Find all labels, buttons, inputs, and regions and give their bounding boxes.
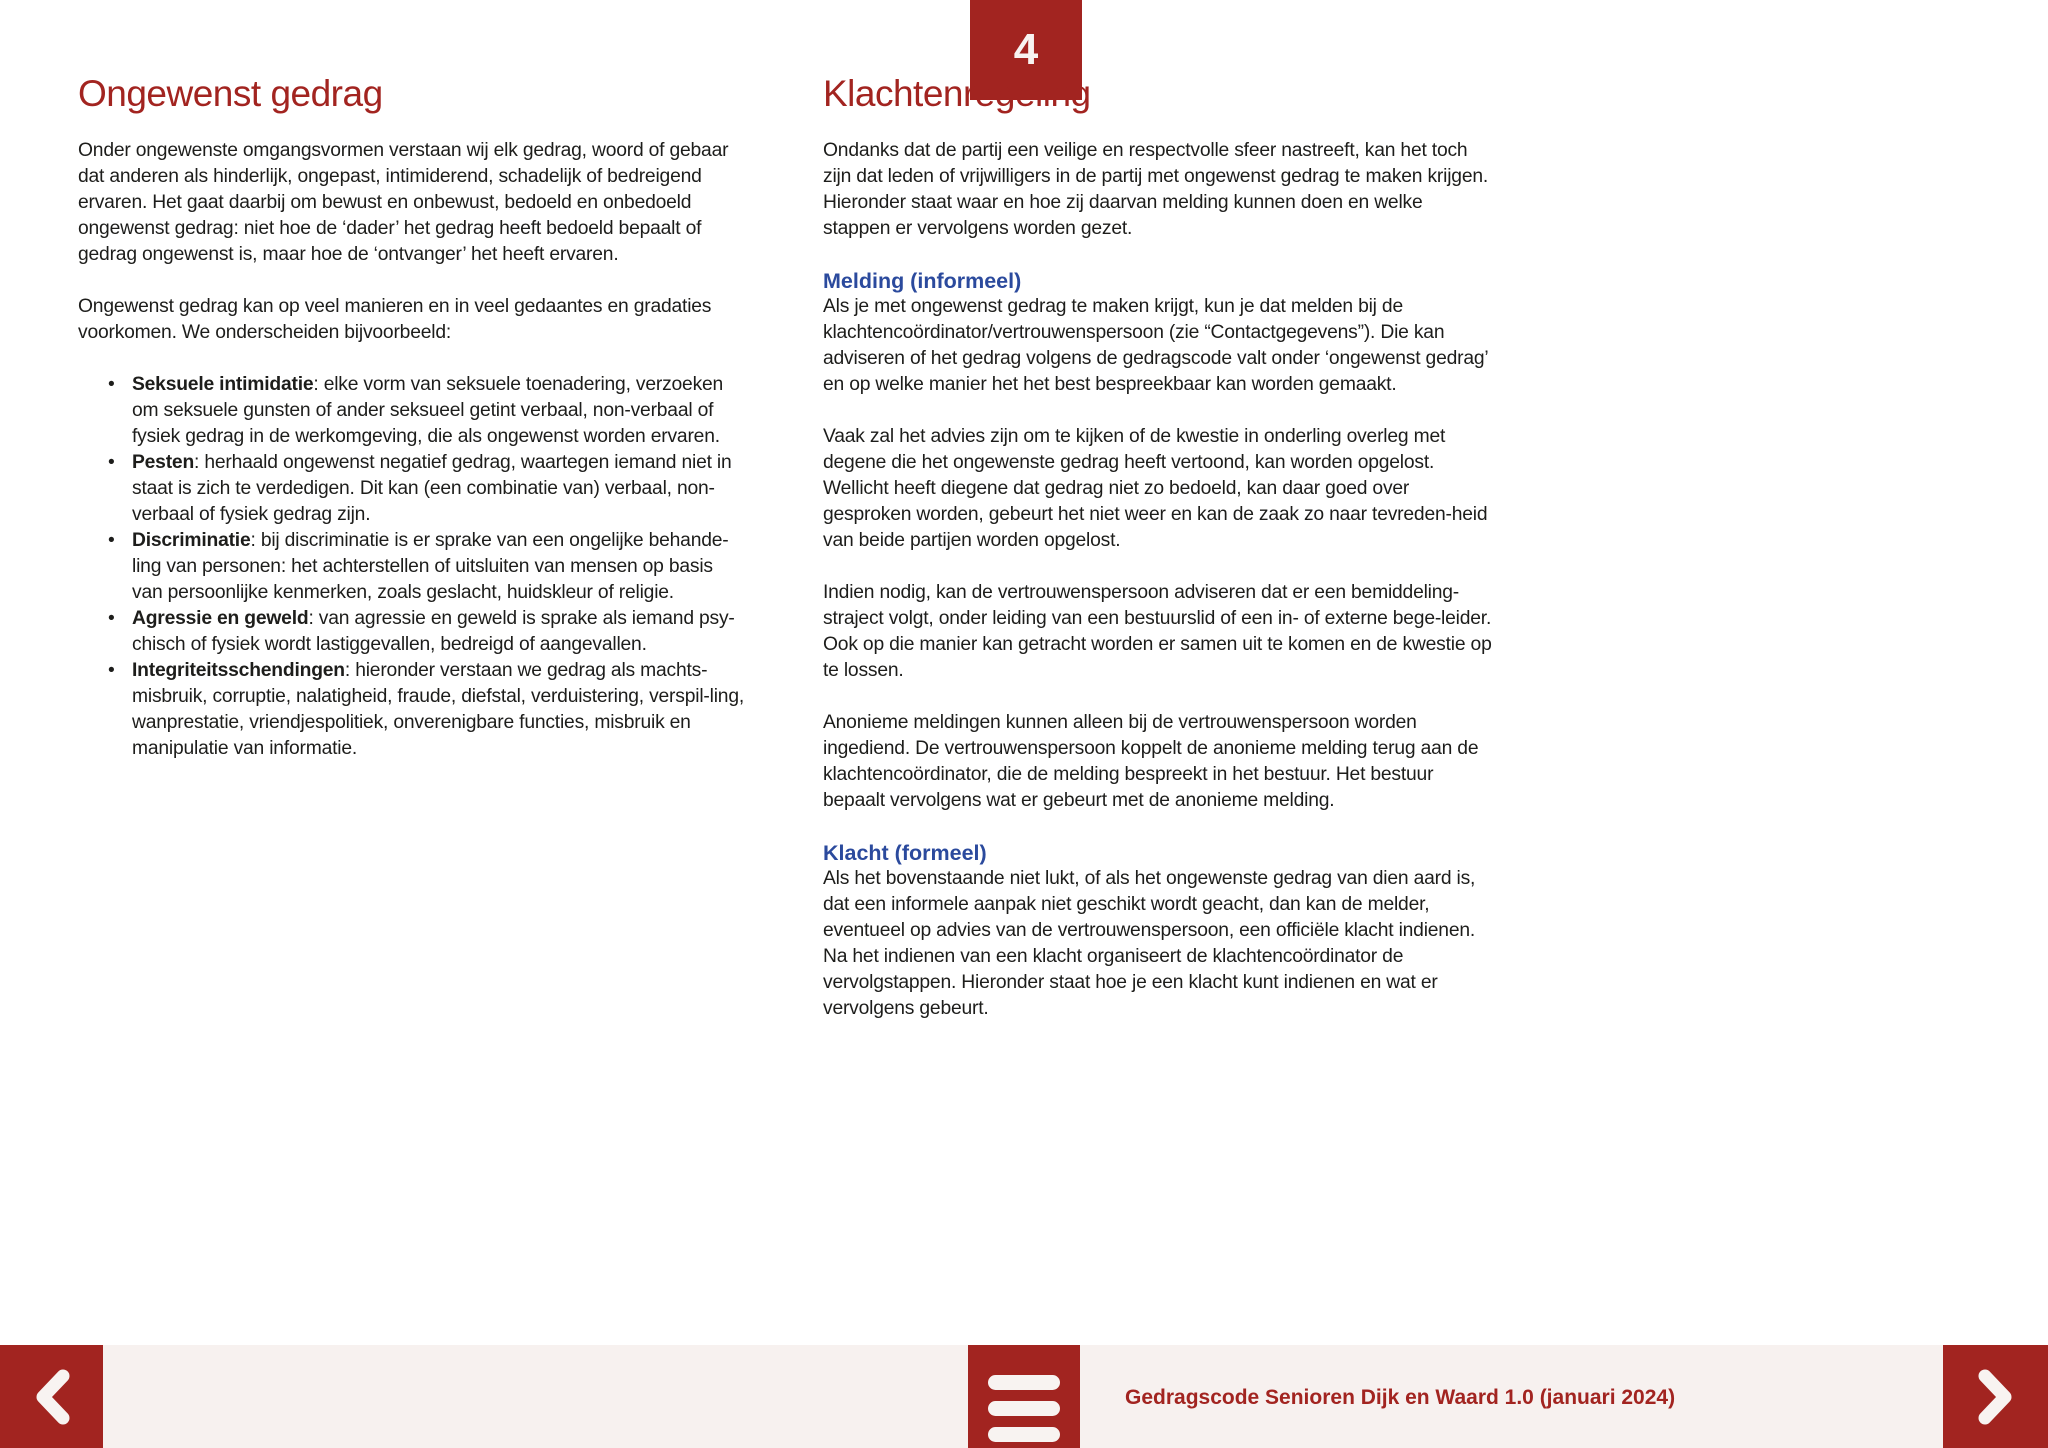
list-term: Agressie en geweld — [132, 608, 309, 629]
subheading-melding-informeel: Melding (informeel) — [823, 269, 1022, 293]
list-term: Pesten — [132, 452, 195, 473]
paragraph-melding-3: Indien nodig, kan de vertrouwenspersoon adviseren dat er een bemiddeling-straject volgt, onder leiding van een bestuurslid of een in- of externe bege-leider. Ook op die manier kan getracht worden er samen uit te komen en de kwestie op te lossen. — [823, 582, 1492, 681]
list-term: Seksuele intimidatie — [132, 374, 314, 395]
paragraph-ongewenst-vormen: Ongewenst gedrag kan op veel manieren en in veel gedaantes en gradaties voorkomen. We onderscheiden bijvoorbeeld: — [78, 296, 712, 343]
page-number: 4 — [1013, 25, 1039, 74]
paragraph-melding-1: Als je met ongewenst gedrag te maken krijgt, kun je dat melden bij de klachtencoördinator/vertrouwenspersoon (zie “Contactgegevens”). Die kan adviseren of het gedrag volgens de gedragscode valt onder ‘ongewenst gedrag’ en op welke manier het het best bespreekbaar kan worden gemaakt. — [823, 296, 1488, 395]
footer-bar — [0, 1345, 2048, 1448]
list-item-integriteitsschendingen — [78, 658, 748, 762]
next-page-button[interactable] — [1943, 1345, 2048, 1448]
section-heading-ongewenst-gedrag: Ongewenst gedrag — [78, 73, 383, 114]
paragraph-melding-4: Anonieme meldingen kunnen alleen bij de vertrouwenspersoon worden ingediend. De vertrouwenspersoon koppelt de anonieme melding terug aan de klachtencoördinator, die de melding bespreekt in het bestuur. Het bestuur bepaalt vervolgens wat er gebeurt met de anonieme melding. — [823, 712, 1479, 811]
paragraph-ongewenst-intro: Onder ongewenste omgangsvormen verstaan wij elk gedrag, woord of gebaar dat anderen als hinderlijk, ongepast, intimiderend, schadelijk of bedreigend ervaren. Het gaat daarbij om bewust en onbewust, bedoeld en onbedoeld ongewenst gedrag: niet hoe de ‘dader’ het gedrag heeft bedoeld bepaalt of gedrag ongewenst is, maar hoe de ‘ontvanger’ het heeft ervaren. — [78, 140, 729, 265]
left-column — [78, 72, 748, 1048]
hamburger-menu-icon — [988, 1401, 1060, 1416]
chevron-left-icon — [32, 1368, 72, 1426]
list-text: : van agressie en geweld is sprake als iemand psy-chisch of fysiek wordt lastiggevallen, bedreigd of aangevallen. — [132, 608, 735, 655]
list-text: : bij discriminatie is er sprake van een ongelijke behande-ling van personen: het achterstellen of uitsluiten van mensen op basis van persoonlijke kenmerken, zoals geslacht, huidskleur of religie. — [132, 530, 729, 603]
list-text: : hieronder verstaan we gedrag als machts-misbruik, corruptie, nalatigheid, fraude, diefstal, verduistering, verspil-ling, wanprestatie, vriendjespolitiek, onverenigbare functies, misbruik en manipulatie van informatie. — [132, 660, 745, 759]
paragraph-klacht-1: Als het bovenstaande niet lukt, of als het ongewenste gedrag van dien aard is, dat een informele aanpak niet geschikt wordt geacht, dan kan de melder, eventueel op advies van de vertrouwenspersoon, een officiële klacht indienen. Na het indienen van een klacht organiseert de klachtencoördinator de vervolgstappen. Hieronder staat hoe je een klacht kunt indienen en wat er vervolgens gebeurt. — [823, 868, 1476, 1019]
list-term: Integriteitsschendingen — [132, 660, 345, 681]
list-item-seksuele-intimidatie — [78, 372, 748, 450]
right-column — [823, 72, 1493, 1048]
content-columns — [78, 72, 1493, 1048]
hamburger-menu-icon — [988, 1427, 1060, 1442]
subheading-klacht-formeel: Klacht (formeel) — [823, 841, 987, 865]
list-text: : herhaald ongewenst negatief gedrag, waartegen iemand niet in staat is zich te verdedigen. Dit kan (een combinatie van) verbaal, non-verbaal of fysiek gedrag zijn. — [132, 452, 732, 525]
behavior-types-list — [78, 372, 748, 762]
list-item-agressie-en-geweld — [78, 606, 748, 658]
menu-button[interactable] — [968, 1345, 1080, 1448]
list-text: : elke vorm van seksuele toenadering, verzoeken om seksuele gunsten of ander seksueel getint verbaal, non-verbaal of fysiek gedrag in de werkomgeving, die als ongewenst worden ervaren. — [132, 374, 724, 447]
list-item-pesten — [78, 450, 748, 528]
document-title: Gedragscode Senioren Dijk en Waard 1.0 (januari 2024) — [1125, 1386, 1676, 1409]
list-item-discriminatie — [78, 528, 748, 606]
paragraph-melding-2: Vaak zal het advies zijn om te kijken of de kwestie in onderling overleg met degene die het ongewenste gedrag heeft vertoond, kan worden opgelost. Wellicht heeft diegene dat gedrag niet zo bedoeld, kan daar goed over gesproken worden, gebeurt het niet weer en kan de zaak zo naar tevreden-heid van beide partijen worden opgelost. — [823, 426, 1488, 551]
list-term: Discriminatie — [132, 530, 251, 551]
section-heading-klachtenregeling: Klachtenregeling — [823, 73, 1091, 114]
hamburger-menu-icon — [988, 1375, 1060, 1390]
previous-page-button[interactable] — [0, 1345, 103, 1448]
paragraph-klachten-intro: Ondanks dat de partij een veilige en respectvolle sfeer nastreeft, kan het toch zijn dat leden of vrijwilligers in de partij met ongewenst gedrag te maken krijgen. Hieronder staat waar en hoe zij daarvan melding kunnen doen en welke stappen er vervolgens worden gezet. — [823, 140, 1489, 239]
chevron-right-icon — [1976, 1368, 2016, 1426]
